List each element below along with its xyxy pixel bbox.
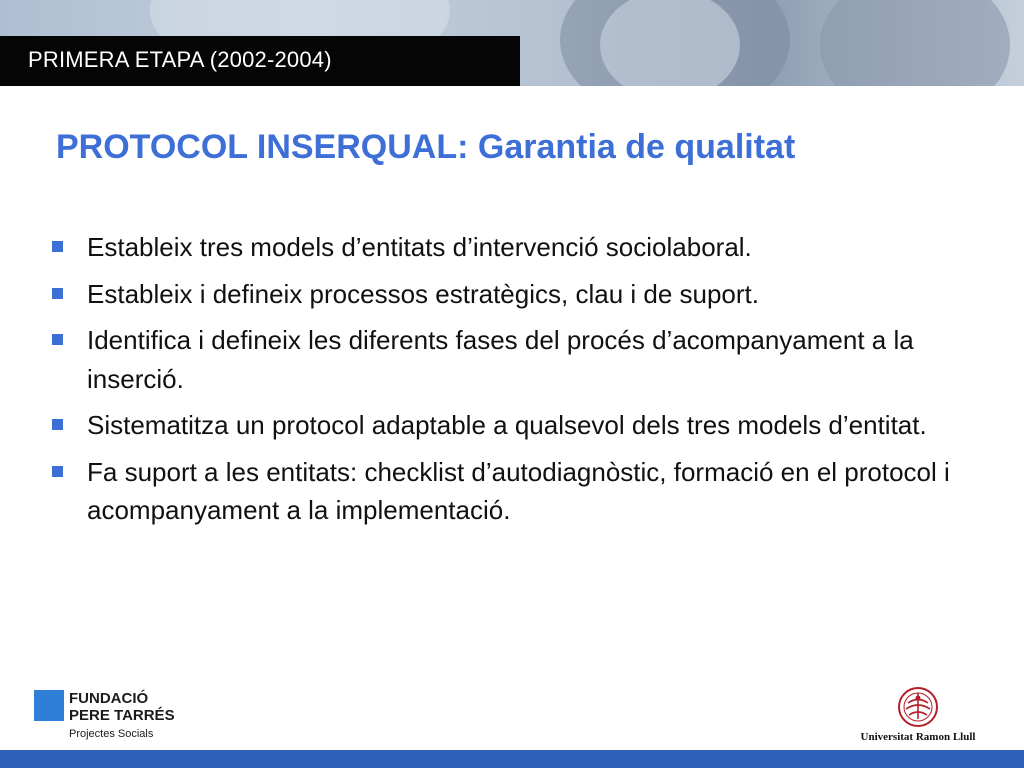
bullet-text: Identifica i defineix les diferents fases del procés d’acompanyament a la inserció. [87, 325, 914, 394]
banner-photo-shape [600, 0, 740, 86]
fundacio-logo-line2: PERE TARRÉS [69, 707, 175, 724]
square-bullet-icon [52, 466, 63, 477]
bullet-item [52, 228, 992, 267]
square-bullet-icon [52, 288, 63, 299]
bullet-text: Estableix i defineix processos estratègics, clau i de suport. [87, 278, 760, 309]
bullet-text: Sistematitza un protocol adaptable a qualsevol dels tres models d’entitat. [87, 410, 927, 440]
square-bullet-icon [52, 241, 63, 252]
fundacio-logo-line3: Projectes Socials [69, 728, 154, 740]
bullet-text: Fa suport a les entitats: checklist d’autodiagnòstic, formació en el protocol i acompanyament a la implementació. [87, 456, 950, 525]
footer-bar [0, 750, 1024, 768]
university-name: Universitat Ramon Llull [860, 731, 976, 743]
fundacio-logo-square-icon [34, 690, 64, 721]
square-bullet-icon [52, 334, 63, 345]
slide-title: PROTOCOL INSERQUAL: Garantia de qualitat [56, 128, 796, 166]
bullet-text: Estableix tres models d’entitats d’intervenció sociolaboral. [87, 232, 752, 262]
bullet-item [52, 453, 992, 530]
bullet-list [52, 228, 992, 538]
banner-photo-shape [820, 0, 1010, 86]
square-bullet-icon [52, 419, 63, 430]
bullet-item [52, 321, 992, 398]
fundacio-logo-line1: FUNDACIÓ [69, 690, 149, 707]
bullet-item [52, 406, 992, 445]
university-emblem-icon [897, 686, 939, 728]
stage-label: PRIMERA ETAPA (2002-2004) [28, 47, 332, 72]
bullet-item [52, 275, 992, 314]
university-logo [838, 686, 998, 746]
